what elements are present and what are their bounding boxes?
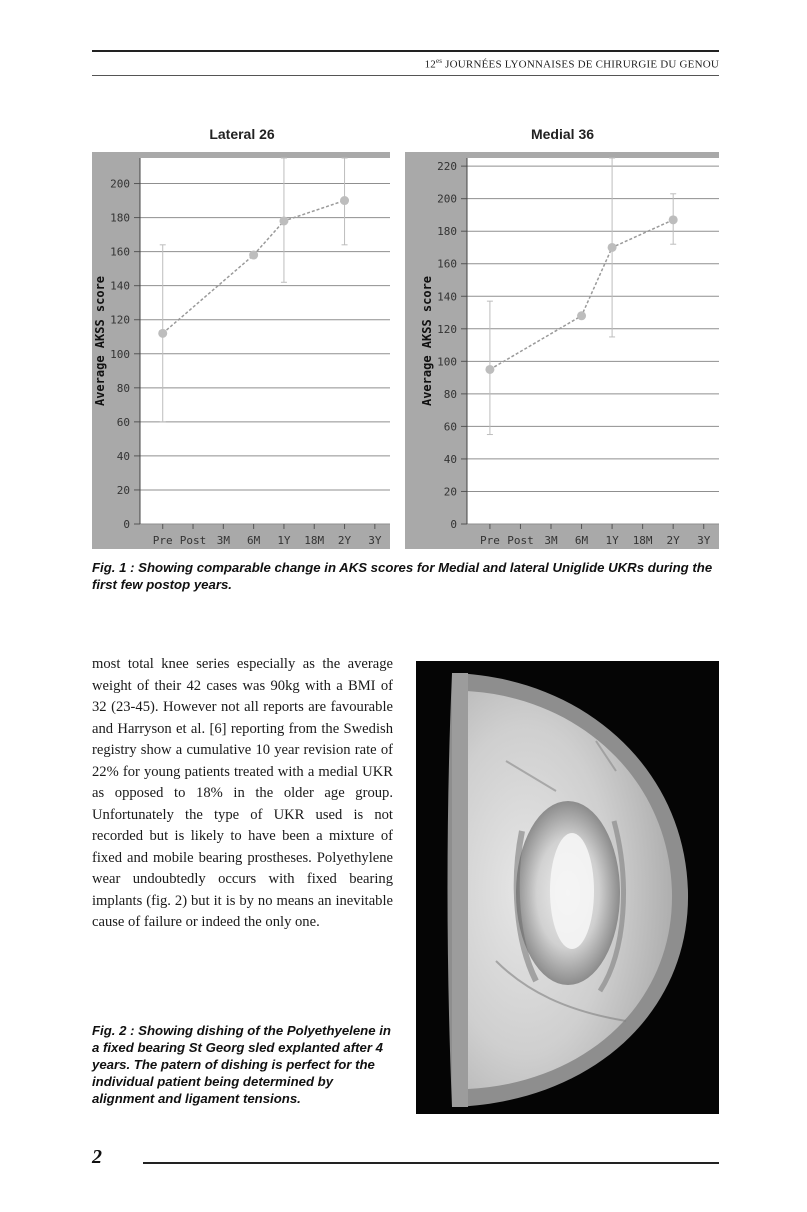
- y-tick-label: 100: [437, 355, 457, 369]
- explant-photo: [416, 661, 719, 1114]
- y-tick-label: 180: [437, 225, 457, 239]
- page-number: 2: [92, 1146, 102, 1168]
- x-tick-label: 3M: [544, 534, 558, 547]
- chart-medial-svg: [405, 152, 719, 549]
- footer-rule: [143, 1162, 719, 1164]
- x-tick-label: 2Y: [666, 534, 680, 547]
- running-title: $12^{es}$ JOURNÉES LYONNAISES DE CHIRURGIE DU GENOU: [424, 57, 719, 71]
- data-point: [158, 329, 167, 338]
- x-tick-label: 18M: [632, 534, 653, 547]
- x-tick-label: Post: [507, 534, 534, 547]
- y-tick-label: 120: [110, 313, 130, 327]
- y-tick-label: 20: [443, 485, 457, 499]
- x-tick-label: 3Y: [368, 534, 382, 547]
- figure1-caption: Fig. 1 : Showing comparable change in AKS scores for Medial and lateral Uniglide UKRs during the first few postop years.: [92, 560, 713, 592]
- data-point: [669, 215, 678, 224]
- y-axis-label: Average AKSS score: [93, 275, 107, 407]
- data-point: [340, 196, 349, 205]
- y-tick-label: 60: [443, 420, 457, 434]
- y-tick-label: 100: [110, 347, 130, 361]
- body-paragraph: most total knee series especially as the average weight of their 42 cases was 90kg with a BMI of 32 (23-45). However not all reports are favourable and Harryson et al. [6] reporting from the Swedish registry show a cumulative 10 year revision rate of 22% for young patients treated with a medial UKR as opposed to 18% in the older age group. Unfortunately the type of UKR used is not recorded but is likely to have been a mixture of fixed and mobile bearing prostheses. Polyethylene wear undoubtedly occurs with fixed bearing implants (fig. 2) but it is by no means an inevitable cause of failure or indeed the only one.: [92, 656, 393, 930]
- x-tick-label: Pre: [152, 534, 173, 547]
- x-tick-label: 3M: [216, 534, 230, 547]
- data-point: [485, 365, 494, 374]
- x-tick-label: 6M: [574, 534, 589, 547]
- y-tick-label: 40: [443, 452, 457, 466]
- figure2-caption: Fig. 2 : Showing dishing of the Polyethyelene in a fixed bearing St Georg sled explanted after 4 years. The patern of dishing is perfect for the individual patient being determined by alignment and ligament tensions.: [92, 1023, 391, 1106]
- x-tick-label: Post: [179, 534, 207, 547]
- y-tick-label: 80: [116, 381, 130, 395]
- y-tick-label: 0: [123, 518, 130, 531]
- y-tick-label: 200: [110, 177, 130, 191]
- y-tick-label: 140: [437, 290, 457, 304]
- chart-lateral: [92, 152, 390, 549]
- y-tick-label: 80: [443, 387, 457, 401]
- data-point: [577, 311, 586, 320]
- chart-title-medial: Medial 36: [530, 126, 595, 142]
- x-tick-label: 18M: [304, 534, 325, 547]
- y-tick-label: 0: [450, 518, 457, 531]
- y-tick-label: 160: [110, 245, 130, 259]
- y-axis-label: Average AKSS score: [420, 275, 434, 407]
- y-tick-label: 60: [116, 415, 130, 429]
- y-tick-label: 40: [116, 449, 130, 463]
- header-underline: [92, 75, 719, 76]
- x-tick-label: Pre: [479, 534, 500, 547]
- chart-medial: [405, 152, 719, 549]
- y-tick-label: 220: [437, 160, 457, 174]
- x-tick-label: 6M: [247, 534, 261, 547]
- explant-photo-drawing: [416, 661, 719, 1114]
- y-tick-label: 120: [437, 322, 457, 336]
- chart-lateral-svg: [92, 152, 390, 549]
- y-tick-label: 180: [110, 211, 130, 225]
- plot-area: [140, 158, 390, 524]
- data-point: [608, 243, 617, 252]
- y-tick-label: 200: [437, 192, 457, 206]
- y-tick-label: 20: [116, 483, 130, 497]
- x-tick-label: 1Y: [605, 534, 619, 547]
- data-point: [279, 216, 288, 225]
- x-tick-label: 1Y: [277, 534, 291, 547]
- x-tick-label: 2Y: [337, 534, 352, 547]
- chart-title-lateral: Lateral 26: [209, 126, 275, 142]
- y-tick-label: 140: [110, 279, 130, 293]
- x-tick-label: 3Y: [697, 534, 711, 547]
- top-rule: [92, 50, 719, 52]
- data-point: [249, 251, 258, 260]
- plot-area: [467, 158, 719, 524]
- y-tick-label: 160: [437, 257, 457, 271]
